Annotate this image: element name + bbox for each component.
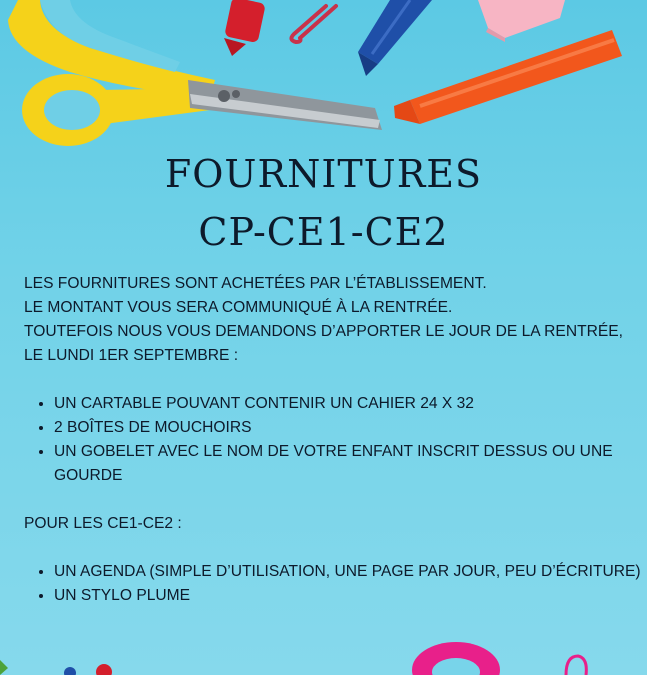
intro-line: LE LUNDI 1ER SEPTEMBRE : (24, 347, 239, 364)
supplies-text (24, 272, 646, 608)
list-item: • UN STYLO PLUME (54, 584, 646, 608)
paperclip-icon (291, 6, 336, 42)
supplies-list (24, 392, 646, 488)
page-subtitle: CP-CE1-CE2 (198, 210, 449, 254)
ce-supplies-list (24, 560, 646, 608)
list-item: • 2 BOÎTES DE MOUCHOIRS (54, 416, 646, 440)
intro-line: LES FOURNITURES SONT ACHETÉES PAR L’ÉTABLISSEMENT. (24, 275, 487, 292)
tape-roll-icon (412, 642, 500, 675)
crayon-icon (224, 0, 266, 56)
page-title: FOURNITURES (164, 152, 483, 196)
section-heading: POUR LES CE1-CE2 : (24, 515, 182, 532)
scissors-icon (8, 0, 382, 146)
crayon-icon (358, 0, 432, 76)
eraser-icon (478, 0, 565, 42)
list-item: • UN CARTABLE POUVANT CONTENIR UN CAHIER 24 X 32 (54, 392, 646, 416)
list-item: • UN GOBELET AVEC LE NOM DE VOTRE ENFANT INSCRIT DESSUS OU UNE GOURDE (54, 440, 646, 488)
intro-line: LE MONTANT VOUS SERA COMMUNIQUÉ À LA RENTRÉE. (24, 299, 453, 316)
crayon-icon (394, 30, 622, 124)
paperclip-icon (566, 656, 586, 675)
intro-line: TOUTEFOIS NOUS VOUS DEMANDONS D’APPORTER LE JOUR DE LA RENTRÉE, (24, 323, 624, 340)
list-item: • UN AGENDA (SIMPLE D’UTILISATION, UNE PAGE PAR JOUR, PEU D’ÉCRITURE) (54, 560, 646, 584)
